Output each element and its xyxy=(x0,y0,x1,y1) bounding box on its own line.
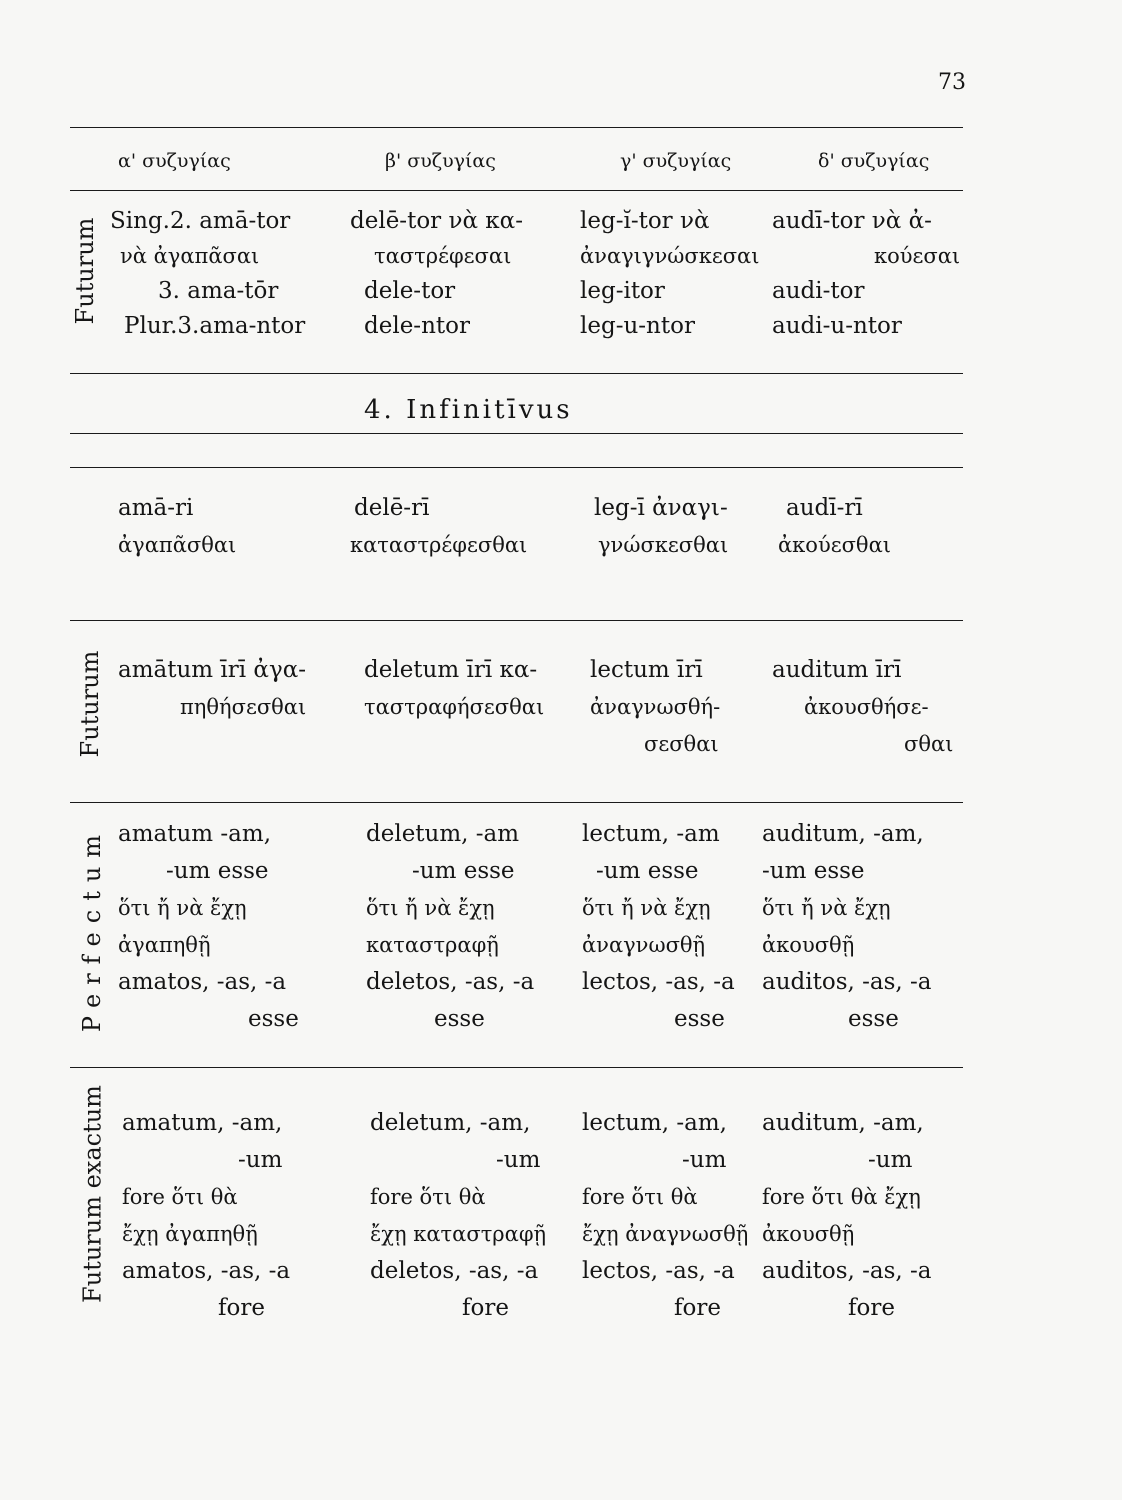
fi-col3-line3: σεσθαι xyxy=(644,732,719,756)
fp-col3-line2: ἀναγιγνώσκεσαι xyxy=(580,244,760,268)
fe-col1-line2: -um xyxy=(238,1147,283,1173)
futurum-exactum-col4 xyxy=(762,1105,932,1327)
top-rule xyxy=(70,127,963,128)
fe-col1-line5: amatos, -as, -a xyxy=(122,1258,291,1284)
praesens-col4 xyxy=(778,490,891,564)
fp-col4-line3: audi-tor xyxy=(772,278,865,304)
futurum-passive-col3 xyxy=(580,204,759,344)
fe-col2-line5: deletos, -as, -a xyxy=(370,1258,539,1284)
futurum-inf-col2 xyxy=(364,652,544,726)
pf-col2-line5: deletos, -as, -a xyxy=(366,969,535,995)
fe-col2-line2: -um xyxy=(496,1147,541,1173)
fe-col4-line6: fore xyxy=(848,1295,895,1321)
perfectum-col4 xyxy=(762,816,932,1038)
pf-col2-line3: ὅτι ἤ νὰ ἔχῃ xyxy=(366,896,495,920)
pf-col4-line2: -um esse xyxy=(762,858,865,884)
pr-col1-line1: amā-ri xyxy=(118,495,194,521)
infinitivus-rule-1 xyxy=(70,433,963,434)
infinitivus-title: 4. Infinitīvus xyxy=(364,395,573,425)
perfectum-rule xyxy=(70,1067,963,1068)
pf-col4-line1: auditum, -am, xyxy=(762,821,924,847)
pf-col3-line5: lectos, -as, -a xyxy=(582,969,735,995)
pf-col1-line1: amatum -am, xyxy=(118,821,272,847)
fe-col3-line3: fore ὅτι θὰ xyxy=(582,1185,698,1209)
fe-col4-line4: ἀκουσθῇ xyxy=(762,1222,855,1246)
futurum-passive-col2 xyxy=(350,204,523,344)
fp-col1-line4: Plur.3.ama-ntor xyxy=(124,313,306,339)
page-number: 73 xyxy=(938,70,966,95)
pr-col4-line2: ἀκούεσθαι xyxy=(778,533,891,557)
praesens-rule xyxy=(70,620,963,621)
futurum-passive-col4 xyxy=(772,204,960,344)
fp-col3-line1: leg-ĭ-tor νὰ xyxy=(580,208,710,234)
pf-col1-line4: ἀγαπηθῇ xyxy=(118,933,211,957)
pr-col2-line1: delē-rī xyxy=(354,495,430,521)
fi-col3-line2: ἀναγνωσθή- xyxy=(590,695,721,719)
fi-col4-line3: σθαι xyxy=(904,732,954,756)
fp-col4-line1: audī-tor νὰ ἀ- xyxy=(772,208,932,234)
pf-col2-line6: esse xyxy=(434,1006,485,1032)
futurum-inf-col1 xyxy=(118,652,306,726)
pf-col4-line4: ἀκουσθῇ xyxy=(762,933,855,957)
fe-col3-line2: -um xyxy=(682,1147,727,1173)
fe-col4-line1: auditum, -am, xyxy=(762,1110,924,1136)
pf-col1-line3: ὅτι ἤ νὰ ἔχῃ xyxy=(118,896,247,920)
pf-col4-line5: auditos, -as, -a xyxy=(762,969,932,995)
fi-col1-line1: amātum īrī ἀγα- xyxy=(118,657,307,683)
pr-col3-line2: γνώσκεσθαι xyxy=(598,533,729,557)
fp-col4-line2: κούεσαι xyxy=(874,244,961,268)
pf-col3-line4: ἀναγνωσθῇ xyxy=(582,933,706,957)
fe-col2-line3: fore ὅτι θὰ xyxy=(370,1185,486,1209)
pr-col1-line2: ἀγαπᾶσθαι xyxy=(118,533,237,557)
fi-col4-line2: ἀκουσθήσε- xyxy=(804,695,929,719)
fp-col3-line3: leg-itor xyxy=(580,278,665,304)
perfectum-col2 xyxy=(366,816,534,1038)
pf-col3-line1: lectum, -am xyxy=(582,821,720,847)
header-col1: α' συζυγίας xyxy=(118,150,231,172)
fp-col4-line4: audi-u-ntor xyxy=(772,313,902,339)
pf-col3-line2: -um esse xyxy=(596,858,699,884)
pf-col2-line4: καταστραφῇ xyxy=(366,933,499,957)
fi-col3-line1: lectum īrī xyxy=(590,657,703,683)
futurum-bottom-rule xyxy=(70,373,963,374)
futurum-exactum-label: Futurum exactum xyxy=(78,1085,107,1303)
fi-col2-line1: deletum īrī κα- xyxy=(364,657,538,683)
pf-col4-line3: ὅτι ἤ νὰ ἔχῃ xyxy=(762,896,891,920)
futurum-exactum-col2 xyxy=(370,1105,546,1327)
futurum-inf-col4 xyxy=(772,652,953,763)
fi-col1-line2: πηθήσεσθαι xyxy=(180,695,307,719)
fe-col1-line3: fore ὅτι θὰ xyxy=(122,1185,238,1209)
pf-col1-line6: esse xyxy=(248,1006,299,1032)
fp-col2-line4: dele-ntor xyxy=(364,313,470,339)
praesens-col1 xyxy=(118,490,236,564)
pr-col3-line1: leg-ī ἀναγι- xyxy=(594,495,728,521)
fe-col3-line1: lectum, -am, xyxy=(582,1110,727,1136)
fe-col4-line2: -um xyxy=(868,1147,913,1173)
fi-col4-line1: auditum īrī xyxy=(772,657,902,683)
pf-col4-line6: esse xyxy=(848,1006,899,1032)
perfectum-col3 xyxy=(582,816,735,1038)
header-rule xyxy=(70,190,963,191)
fe-col2-line1: deletum, -am, xyxy=(370,1110,531,1136)
futurum-exactum-col3 xyxy=(582,1105,748,1327)
futurum-inf-col3 xyxy=(590,652,720,763)
praesens-col2 xyxy=(350,490,527,564)
fp-col3-line4: leg-u-ntor xyxy=(580,313,695,339)
fe-col2-line4: ἔχῃ καταστραφῇ xyxy=(370,1222,547,1246)
fe-col3-line6: fore xyxy=(674,1295,721,1321)
pf-col1-line2: -um esse xyxy=(166,858,269,884)
fp-col2-line2: ταστρέφεσαι xyxy=(374,244,512,268)
fp-col1-line2: νὰ ἀγαπᾶσαι xyxy=(120,244,260,268)
fe-col1-line1: amatum, -am, xyxy=(122,1110,283,1136)
fp-col2-line3: dele-tor xyxy=(364,278,456,304)
futurum-inf-label: Futurum xyxy=(76,650,104,758)
fe-col4-line3: fore ὅτι θὰ ἔχῃ xyxy=(762,1185,921,1209)
futurum-inf-rule xyxy=(70,802,963,803)
header-col4: δ' συζυγίας xyxy=(818,150,930,172)
perfectum-col1 xyxy=(118,816,299,1038)
praesens-col3 xyxy=(594,490,728,564)
fe-col1-line4: ἔχῃ ἀγαπηθῇ xyxy=(122,1222,258,1246)
fe-col2-line6: fore xyxy=(462,1295,509,1321)
futurum-passive-label: Futurum xyxy=(71,217,99,325)
header-col2: β' συζυγίας xyxy=(385,150,496,172)
pr-col4-line1: audī-rī xyxy=(786,495,863,521)
fe-col3-line4: ἔχῃ ἀναγνωσθῇ xyxy=(582,1222,749,1246)
fp-col1-line1: Sing.2. amā-tor xyxy=(110,208,291,234)
fe-col4-line5: auditos, -as, -a xyxy=(762,1258,932,1284)
futurum-passive-col1 xyxy=(108,204,305,344)
pf-col1-line5: amatos, -as, -a xyxy=(118,969,287,995)
fe-col1-line6: fore xyxy=(218,1295,265,1321)
header-col3: γ' συζυγίας xyxy=(620,150,732,172)
fp-col1-line3: 3. ama-tōr xyxy=(158,278,279,304)
fp-col2-line1: delē-tor νὰ κα- xyxy=(350,208,523,234)
pf-col2-line2: -um esse xyxy=(412,858,515,884)
pf-col3-line6: esse xyxy=(674,1006,725,1032)
fi-col2-line2: ταστραφήσεσθαι xyxy=(364,695,545,719)
fe-col3-line5: lectos, -as, -a xyxy=(582,1258,735,1284)
pf-col3-line3: ὅτι ἤ νὰ ἔχῃ xyxy=(582,896,711,920)
perfectum-label: Perfectum xyxy=(78,825,106,1033)
pf-col2-line1: deletum, -am xyxy=(366,821,520,847)
pr-col2-line2: καταστρέφεσθαι xyxy=(350,533,528,557)
infinitivus-rule-2 xyxy=(70,467,963,468)
futurum-exactum-col1 xyxy=(122,1105,290,1327)
